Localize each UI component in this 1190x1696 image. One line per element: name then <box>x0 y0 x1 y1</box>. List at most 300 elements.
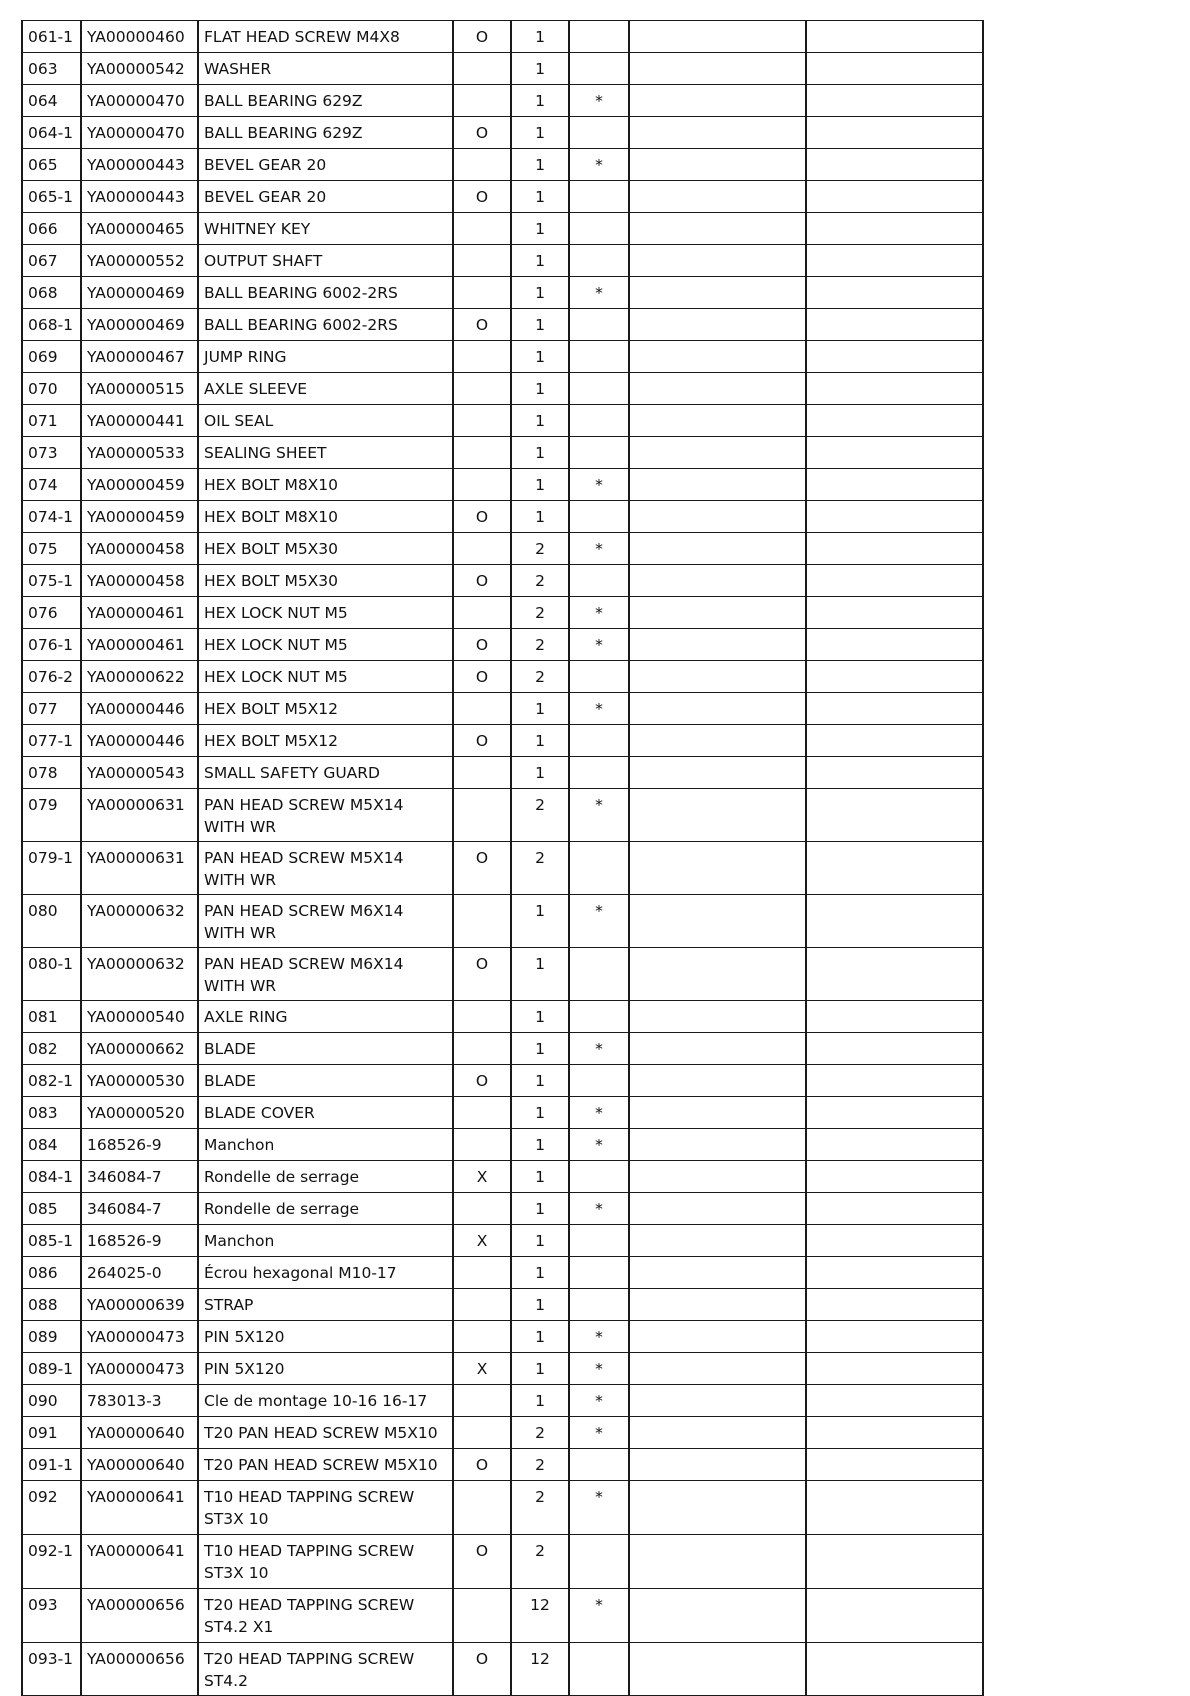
blank-cell <box>806 789 983 842</box>
part-description-cell: SMALL SAFETY GUARD <box>198 757 453 789</box>
blank-cell <box>806 1033 983 1065</box>
table-row <box>22 1033 983 1065</box>
table-row <box>22 757 983 789</box>
variant-mark-cell <box>453 1129 511 1161</box>
quantity-cell: 12 <box>511 1643 569 1696</box>
blank-cell <box>806 1535 983 1589</box>
quantity-cell: 1 <box>511 1289 569 1321</box>
part-description-cell: PAN HEAD SCREW M6X14 WITH WR <box>198 948 453 1001</box>
part-code-cell: YA00000515 <box>81 373 198 405</box>
part-number-cell: 074 <box>22 469 81 501</box>
blank-cell <box>629 1065 806 1097</box>
quantity-cell: 1 <box>511 1353 569 1385</box>
blank-cell <box>629 1353 806 1385</box>
part-description-cell: JUMP RING <box>198 341 453 373</box>
asterisk-mark-cell <box>569 213 629 245</box>
part-number-cell: 077 <box>22 693 81 725</box>
asterisk-mark-cell <box>569 948 629 1001</box>
asterisk-mark-cell <box>569 725 629 757</box>
table-row <box>22 21 983 53</box>
quantity-cell: 1 <box>511 1033 569 1065</box>
part-number-cell: 078 <box>22 757 81 789</box>
blank-cell <box>806 117 983 149</box>
part-code-cell: YA00000467 <box>81 341 198 373</box>
asterisk-mark-cell <box>569 21 629 53</box>
asterisk-mark-cell <box>569 1535 629 1589</box>
variant-mark-cell <box>453 437 511 469</box>
part-description-cell: HEX BOLT M8X10 <box>198 501 453 533</box>
blank-cell <box>629 757 806 789</box>
part-number-cell: 074-1 <box>22 501 81 533</box>
blank-cell <box>806 213 983 245</box>
variant-mark-cell <box>453 1193 511 1225</box>
part-description-cell: BALL BEARING 6002-2RS <box>198 277 453 309</box>
blank-cell <box>806 405 983 437</box>
blank-cell <box>629 1535 806 1589</box>
table-row <box>22 341 983 373</box>
table-row <box>22 693 983 725</box>
variant-mark-cell <box>453 1033 511 1065</box>
part-description-cell: PIN 5X120 <box>198 1321 453 1353</box>
blank-cell <box>629 469 806 501</box>
asterisk-mark-cell: * <box>569 1321 629 1353</box>
part-code-cell: YA00000662 <box>81 1033 198 1065</box>
blank-cell <box>629 725 806 757</box>
asterisk-mark-cell <box>569 1225 629 1257</box>
table-row <box>22 1161 983 1193</box>
part-code-cell: YA00000459 <box>81 469 198 501</box>
variant-mark-cell: O <box>453 1065 511 1097</box>
part-code-cell: YA00000473 <box>81 1321 198 1353</box>
asterisk-mark-cell: * <box>569 277 629 309</box>
blank-cell <box>629 565 806 597</box>
blank-cell <box>806 309 983 341</box>
table-row <box>22 85 983 117</box>
asterisk-mark-cell <box>569 405 629 437</box>
part-code-cell: YA00000552 <box>81 245 198 277</box>
blank-cell <box>629 1033 806 1065</box>
part-number-cell: 082 <box>22 1033 81 1065</box>
part-number-cell: 073 <box>22 437 81 469</box>
part-code-cell: YA00000656 <box>81 1643 198 1696</box>
quantity-cell: 1 <box>511 501 569 533</box>
part-description-cell: OIL SEAL <box>198 405 453 437</box>
table-row <box>22 1353 983 1385</box>
part-number-cell: 079 <box>22 789 81 842</box>
blank-cell <box>629 181 806 213</box>
table-row <box>22 53 983 85</box>
asterisk-mark-cell: * <box>569 629 629 661</box>
table-row <box>22 213 983 245</box>
part-number-cell: 082-1 <box>22 1065 81 1097</box>
part-description-cell: PAN HEAD SCREW M5X14 WITH WR <box>198 842 453 895</box>
table-row <box>22 1065 983 1097</box>
blank-cell <box>629 53 806 85</box>
part-number-cell: 089 <box>22 1321 81 1353</box>
parts-table <box>21 20 984 1696</box>
blank-cell <box>806 597 983 629</box>
variant-mark-cell <box>453 533 511 565</box>
blank-cell <box>629 1257 806 1289</box>
blank-cell <box>806 1193 983 1225</box>
quantity-cell: 1 <box>511 181 569 213</box>
part-description-cell: Rondelle de serrage <box>198 1193 453 1225</box>
blank-cell <box>629 842 806 895</box>
part-code-cell: YA00000469 <box>81 277 198 309</box>
asterisk-mark-cell: * <box>569 1129 629 1161</box>
part-description-cell: BEVEL GEAR 20 <box>198 181 453 213</box>
part-code-cell: YA00000542 <box>81 53 198 85</box>
quantity-cell: 2 <box>511 533 569 565</box>
table-row <box>22 661 983 693</box>
part-description-cell: WASHER <box>198 53 453 85</box>
part-description-cell: AXLE SLEEVE <box>198 373 453 405</box>
blank-cell <box>806 1353 983 1385</box>
asterisk-mark-cell: * <box>569 149 629 181</box>
blank-cell <box>806 1129 983 1161</box>
table-row <box>22 565 983 597</box>
part-number-cell: 088 <box>22 1289 81 1321</box>
asterisk-mark-cell <box>569 309 629 341</box>
variant-mark-cell <box>453 757 511 789</box>
part-description-cell: T10 HEAD TAPPING SCREW ST3X 10 <box>198 1481 453 1535</box>
asterisk-mark-cell <box>569 245 629 277</box>
part-code-cell: YA00000533 <box>81 437 198 469</box>
blank-cell <box>629 245 806 277</box>
part-description-cell: BLADE <box>198 1033 453 1065</box>
blank-cell <box>806 1097 983 1129</box>
table-row <box>22 309 983 341</box>
quantity-cell: 2 <box>511 1481 569 1535</box>
blank-cell <box>806 1289 983 1321</box>
part-number-cell: 091-1 <box>22 1449 81 1481</box>
part-number-cell: 076-1 <box>22 629 81 661</box>
part-number-cell: 068 <box>22 277 81 309</box>
table-row <box>22 1481 983 1535</box>
part-description-cell: AXLE RING <box>198 1001 453 1033</box>
blank-cell <box>629 948 806 1001</box>
part-description-cell: STRAP <box>198 1289 453 1321</box>
part-number-cell: 084-1 <box>22 1161 81 1193</box>
variant-mark-cell: O <box>453 181 511 213</box>
blank-cell <box>806 1001 983 1033</box>
part-description-cell: PIN 5X120 <box>198 1353 453 1385</box>
blank-cell <box>806 1643 983 1696</box>
blank-cell <box>629 21 806 53</box>
quantity-cell: 2 <box>511 1535 569 1589</box>
asterisk-mark-cell <box>569 1643 629 1696</box>
blank-cell <box>629 1225 806 1257</box>
part-code-cell: YA00000461 <box>81 597 198 629</box>
part-number-cell: 067 <box>22 245 81 277</box>
part-code-cell: YA00000631 <box>81 789 198 842</box>
blank-cell <box>806 1385 983 1417</box>
asterisk-mark-cell <box>569 1449 629 1481</box>
variant-mark-cell: X <box>453 1353 511 1385</box>
variant-mark-cell <box>453 53 511 85</box>
blank-cell <box>806 85 983 117</box>
part-description-cell: Rondelle de serrage <box>198 1161 453 1193</box>
quantity-cell: 1 <box>511 1193 569 1225</box>
blank-cell <box>629 85 806 117</box>
blank-cell <box>806 693 983 725</box>
quantity-cell: 1 <box>511 1385 569 1417</box>
blank-cell <box>629 661 806 693</box>
quantity-cell: 1 <box>511 245 569 277</box>
part-description-cell: HEX BOLT M5X30 <box>198 565 453 597</box>
blank-cell <box>806 245 983 277</box>
variant-mark-cell <box>453 1257 511 1289</box>
quantity-cell: 1 <box>511 693 569 725</box>
blank-cell <box>629 789 806 842</box>
blank-cell <box>806 661 983 693</box>
table-row <box>22 469 983 501</box>
part-description-cell: BALL BEARING 6002-2RS <box>198 309 453 341</box>
blank-cell <box>806 725 983 757</box>
part-description-cell: HEX LOCK NUT M5 <box>198 629 453 661</box>
part-description-cell: WHITNEY KEY <box>198 213 453 245</box>
table-row <box>22 789 983 842</box>
variant-mark-cell <box>453 245 511 277</box>
part-number-cell: 065-1 <box>22 181 81 213</box>
blank-cell <box>629 213 806 245</box>
table-row <box>22 1385 983 1417</box>
variant-mark-cell <box>453 469 511 501</box>
part-number-cell: 084 <box>22 1129 81 1161</box>
blank-cell <box>629 1193 806 1225</box>
part-description-cell: Écrou hexagonal M10-17 <box>198 1257 453 1289</box>
quantity-cell: 1 <box>511 341 569 373</box>
quantity-cell: 1 <box>511 1065 569 1097</box>
variant-mark-cell: O <box>453 842 511 895</box>
blank-cell <box>629 597 806 629</box>
part-number-cell: 069 <box>22 341 81 373</box>
blank-cell <box>629 1321 806 1353</box>
asterisk-mark-cell: * <box>569 1097 629 1129</box>
quantity-cell: 2 <box>511 629 569 661</box>
table-row <box>22 597 983 629</box>
asterisk-mark-cell: * <box>569 1481 629 1535</box>
part-code-cell: YA00000458 <box>81 565 198 597</box>
table-row <box>22 1257 983 1289</box>
blank-cell <box>806 1417 983 1449</box>
part-description-cell: HEX LOCK NUT M5 <box>198 661 453 693</box>
quantity-cell: 1 <box>511 1001 569 1033</box>
asterisk-mark-cell: * <box>569 1033 629 1065</box>
part-number-cell: 075 <box>22 533 81 565</box>
part-code-cell: YA00000446 <box>81 693 198 725</box>
table-row <box>22 1321 983 1353</box>
table-row <box>22 895 983 948</box>
part-code-cell: 264025-0 <box>81 1257 198 1289</box>
part-code-cell: YA00000465 <box>81 213 198 245</box>
quantity-cell: 1 <box>511 1257 569 1289</box>
variant-mark-cell <box>453 277 511 309</box>
quantity-cell: 1 <box>511 1161 569 1193</box>
part-number-cell: 077-1 <box>22 725 81 757</box>
blank-cell <box>629 501 806 533</box>
table-row <box>22 1097 983 1129</box>
quantity-cell: 12 <box>511 1589 569 1643</box>
part-code-cell: 783013-3 <box>81 1385 198 1417</box>
quantity-cell: 1 <box>511 437 569 469</box>
part-description-cell: T10 HEAD TAPPING SCREW ST3X 10 <box>198 1535 453 1589</box>
variant-mark-cell: O <box>453 725 511 757</box>
blank-cell <box>629 1385 806 1417</box>
table-row <box>22 245 983 277</box>
variant-mark-cell: O <box>453 117 511 149</box>
variant-mark-cell <box>453 1321 511 1353</box>
blank-cell <box>629 1161 806 1193</box>
variant-mark-cell: O <box>453 1449 511 1481</box>
variant-mark-cell <box>453 405 511 437</box>
part-code-cell: 346084-7 <box>81 1161 198 1193</box>
part-description-cell: HEX BOLT M8X10 <box>198 469 453 501</box>
blank-cell <box>806 501 983 533</box>
quantity-cell: 2 <box>511 1449 569 1481</box>
asterisk-mark-cell: * <box>569 693 629 725</box>
asterisk-mark-cell: * <box>569 1417 629 1449</box>
parts-list-page <box>21 20 984 1696</box>
part-code-cell: YA00000470 <box>81 85 198 117</box>
part-number-cell: 085-1 <box>22 1225 81 1257</box>
part-code-cell: YA00000460 <box>81 21 198 53</box>
table-row <box>22 1001 983 1033</box>
table-row <box>22 277 983 309</box>
part-code-cell: YA00000640 <box>81 1417 198 1449</box>
part-description-cell: HEX BOLT M5X12 <box>198 725 453 757</box>
quantity-cell: 1 <box>511 469 569 501</box>
quantity-cell: 2 <box>511 842 569 895</box>
part-code-cell: YA00000470 <box>81 117 198 149</box>
blank-cell <box>806 21 983 53</box>
table-row <box>22 1129 983 1161</box>
quantity-cell: 1 <box>511 21 569 53</box>
part-code-cell: YA00000443 <box>81 149 198 181</box>
quantity-cell: 1 <box>511 309 569 341</box>
variant-mark-cell <box>453 597 511 629</box>
asterisk-mark-cell <box>569 1161 629 1193</box>
blank-cell <box>806 895 983 948</box>
blank-cell <box>629 341 806 373</box>
blank-cell <box>629 437 806 469</box>
quantity-cell: 1 <box>511 1129 569 1161</box>
part-number-cell: 089-1 <box>22 1353 81 1385</box>
quantity-cell: 2 <box>511 565 569 597</box>
asterisk-mark-cell <box>569 661 629 693</box>
part-number-cell: 061-1 <box>22 21 81 53</box>
part-code-cell: YA00000443 <box>81 181 198 213</box>
table-row <box>22 1449 983 1481</box>
part-number-cell: 090 <box>22 1385 81 1417</box>
quantity-cell: 2 <box>511 1417 569 1449</box>
part-description-cell: BALL BEARING 629Z <box>198 85 453 117</box>
table-row <box>22 629 983 661</box>
quantity-cell: 1 <box>511 117 569 149</box>
part-description-cell: OUTPUT SHAFT <box>198 245 453 277</box>
part-number-cell: 092 <box>22 1481 81 1535</box>
part-code-cell: YA00000632 <box>81 895 198 948</box>
blank-cell <box>629 1129 806 1161</box>
quantity-cell: 2 <box>511 597 569 629</box>
table-row <box>22 501 983 533</box>
blank-cell <box>629 1481 806 1535</box>
part-code-cell: YA00000632 <box>81 948 198 1001</box>
asterisk-mark-cell: * <box>569 895 629 948</box>
asterisk-mark-cell <box>569 1289 629 1321</box>
asterisk-mark-cell: * <box>569 1353 629 1385</box>
blank-cell <box>629 1289 806 1321</box>
blank-cell <box>806 533 983 565</box>
blank-cell <box>629 1589 806 1643</box>
table-row <box>22 437 983 469</box>
quantity-cell: 1 <box>511 1225 569 1257</box>
table-row <box>22 948 983 1001</box>
asterisk-mark-cell <box>569 437 629 469</box>
blank-cell <box>629 277 806 309</box>
part-description-cell: Cle de montage 10-16 16-17 <box>198 1385 453 1417</box>
blank-cell <box>629 895 806 948</box>
variant-mark-cell: X <box>453 1161 511 1193</box>
table-row <box>22 1193 983 1225</box>
part-code-cell: YA00000469 <box>81 309 198 341</box>
asterisk-mark-cell <box>569 117 629 149</box>
variant-mark-cell: O <box>453 501 511 533</box>
part-description-cell: PAN HEAD SCREW M6X14 WITH WR <box>198 895 453 948</box>
asterisk-mark-cell: * <box>569 469 629 501</box>
part-number-cell: 064-1 <box>22 117 81 149</box>
table-row <box>22 533 983 565</box>
part-code-cell: YA00000543 <box>81 757 198 789</box>
parts-table-body <box>22 21 983 1696</box>
variant-mark-cell: O <box>453 565 511 597</box>
blank-cell <box>806 1065 983 1097</box>
table-row <box>22 842 983 895</box>
variant-mark-cell <box>453 1481 511 1535</box>
blank-cell <box>629 1643 806 1696</box>
part-description-cell: BEVEL GEAR 20 <box>198 149 453 181</box>
blank-cell <box>806 181 983 213</box>
part-number-cell: 080 <box>22 895 81 948</box>
variant-mark-cell <box>453 85 511 117</box>
part-description-cell: HEX BOLT M5X12 <box>198 693 453 725</box>
part-code-cell: YA00000641 <box>81 1481 198 1535</box>
part-description-cell: BALL BEARING 629Z <box>198 117 453 149</box>
asterisk-mark-cell: * <box>569 597 629 629</box>
part-number-cell: 081 <box>22 1001 81 1033</box>
asterisk-mark-cell: * <box>569 1385 629 1417</box>
part-code-cell: YA00000458 <box>81 533 198 565</box>
part-code-cell: YA00000656 <box>81 1589 198 1643</box>
table-row <box>22 1535 983 1589</box>
part-code-cell: 346084-7 <box>81 1193 198 1225</box>
asterisk-mark-cell: * <box>569 85 629 117</box>
blank-cell <box>806 842 983 895</box>
blank-cell <box>806 437 983 469</box>
asterisk-mark-cell: * <box>569 1589 629 1643</box>
quantity-cell: 1 <box>511 373 569 405</box>
part-number-cell: 075-1 <box>22 565 81 597</box>
variant-mark-cell: O <box>453 661 511 693</box>
part-code-cell: YA00000641 <box>81 1535 198 1589</box>
blank-cell <box>629 629 806 661</box>
variant-mark-cell <box>453 1417 511 1449</box>
quantity-cell: 2 <box>511 789 569 842</box>
variant-mark-cell: O <box>453 1643 511 1696</box>
variant-mark-cell: O <box>453 948 511 1001</box>
part-number-cell: 064 <box>22 85 81 117</box>
part-code-cell: YA00000461 <box>81 629 198 661</box>
